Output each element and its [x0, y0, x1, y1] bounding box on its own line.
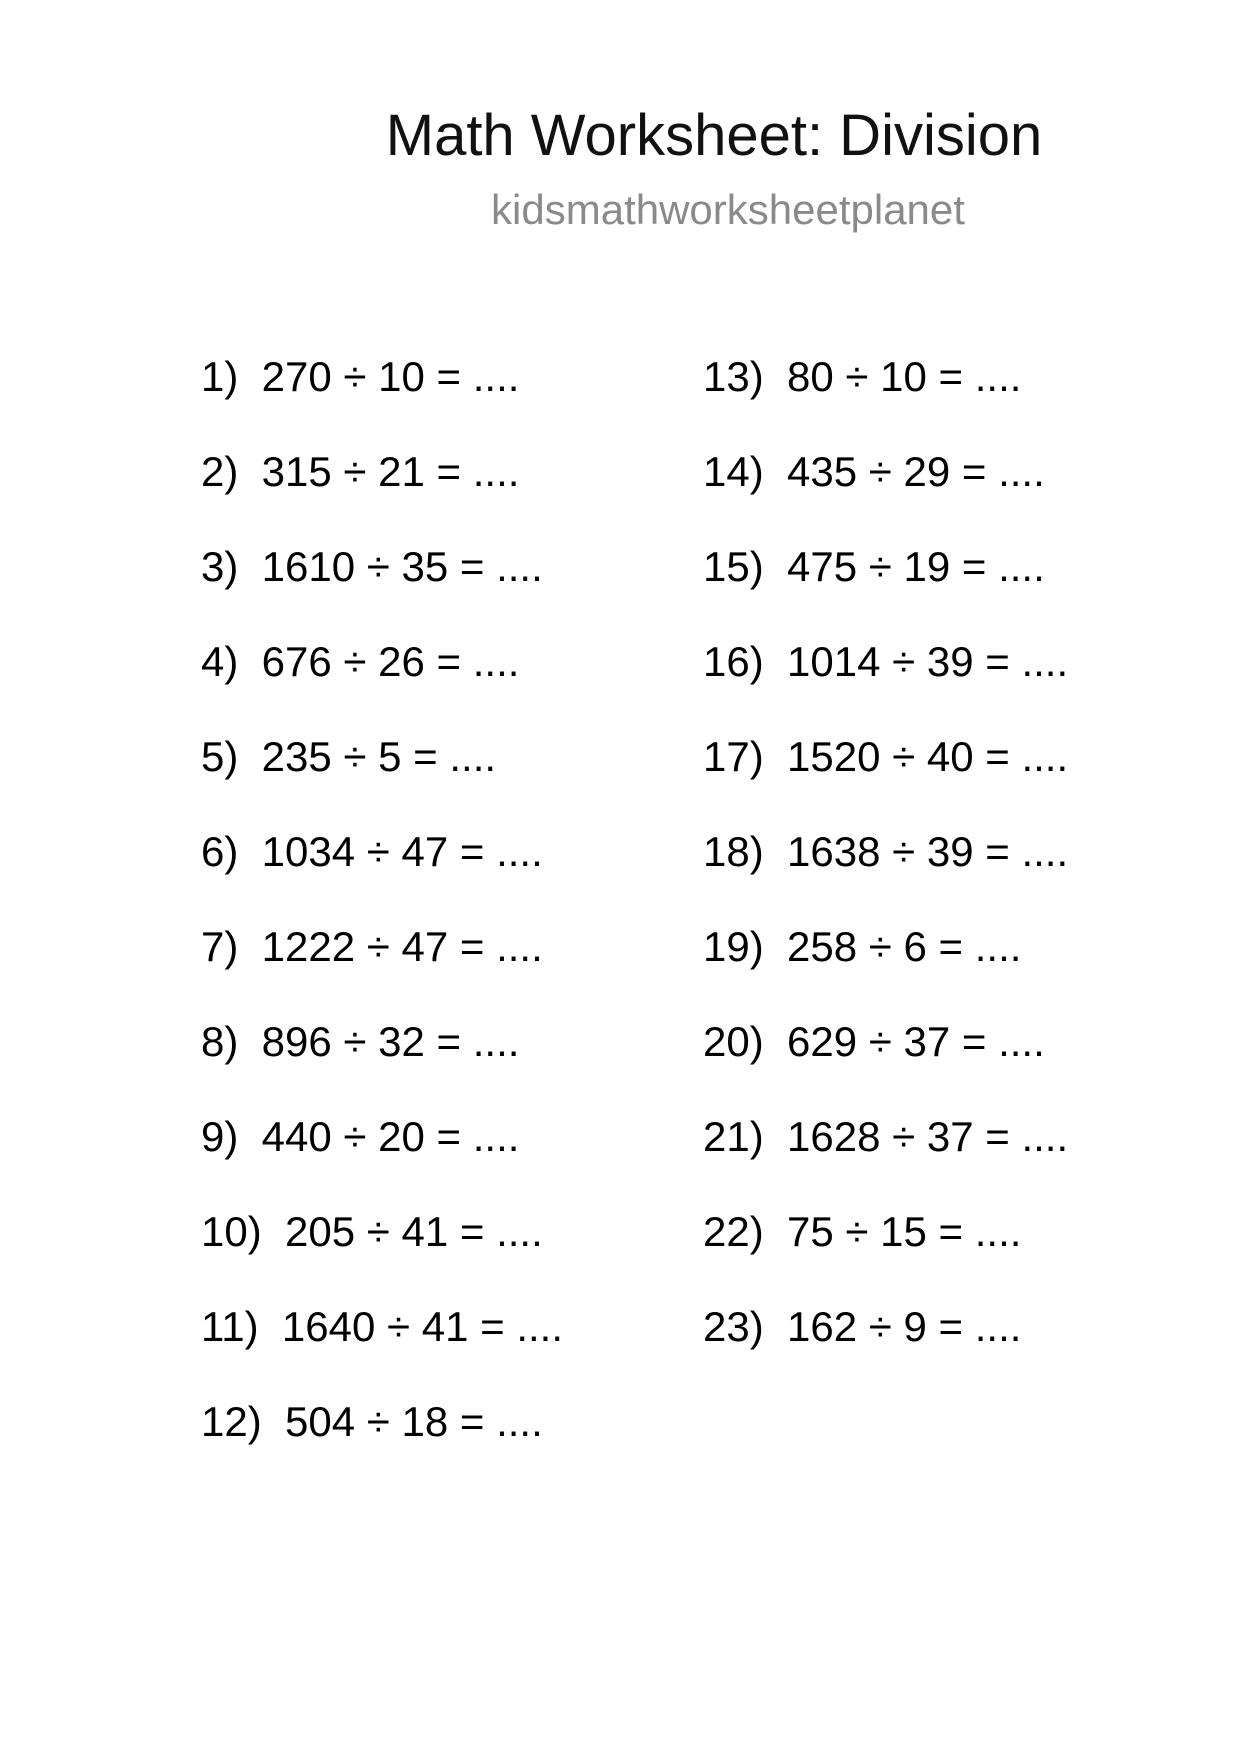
problem-13: 13) 80 ÷ 10 = .... — [703, 353, 1022, 400]
problem-6: 6) 1034 ÷ 47 = .... — [201, 828, 543, 875]
problem-5: 5) 235 ÷ 5 = .... — [201, 733, 497, 780]
problem-20: 20) 629 ÷ 37 = .... — [703, 1018, 1045, 1065]
problem-14: 14) 435 ÷ 29 = .... — [703, 448, 1045, 495]
problem-9: 9) 440 ÷ 20 = .... — [201, 1113, 520, 1160]
problem-15: 15) 475 ÷ 19 = .... — [703, 543, 1045, 590]
problem-21: 21) 1628 ÷ 37 = .... — [703, 1113, 1069, 1160]
problem-column-left — [201, 347, 563, 1487]
problem-column-right — [703, 347, 1068, 1392]
problem-22: 22) 75 ÷ 15 = .... — [703, 1208, 1022, 1255]
problem-18: 18) 1638 ÷ 39 = .... — [703, 828, 1069, 875]
problem-11: 11) 1640 ÷ 41 = .... — [201, 1303, 564, 1350]
problem-16: 16) 1014 ÷ 39 = .... — [703, 638, 1069, 685]
problem-10: 10) 205 ÷ 41 = .... — [201, 1208, 543, 1255]
problem-4: 4) 676 ÷ 26 = .... — [201, 638, 520, 685]
problem-8: 8) 896 ÷ 32 = .... — [201, 1018, 520, 1065]
problem-2: 2) 315 ÷ 21 = .... — [201, 448, 520, 495]
problem-3: 3) 1610 ÷ 35 = .... — [201, 543, 543, 590]
problem-23: 23) 162 ÷ 9 = .... — [703, 1303, 1022, 1350]
problem-1: 1) 270 ÷ 10 = .... — [201, 353, 520, 400]
worksheet-subtitle: kidsmathworksheetplanet — [491, 186, 965, 233]
problem-12: 12) 504 ÷ 18 = .... — [201, 1398, 543, 1445]
problem-7: 7) 1222 ÷ 47 = .... — [201, 923, 543, 970]
problem-19: 19) 258 ÷ 6 = .... — [703, 923, 1022, 970]
worksheet-title: Math Worksheet: Division — [385, 103, 1043, 168]
problem-17: 17) 1520 ÷ 40 = .... — [703, 733, 1069, 780]
